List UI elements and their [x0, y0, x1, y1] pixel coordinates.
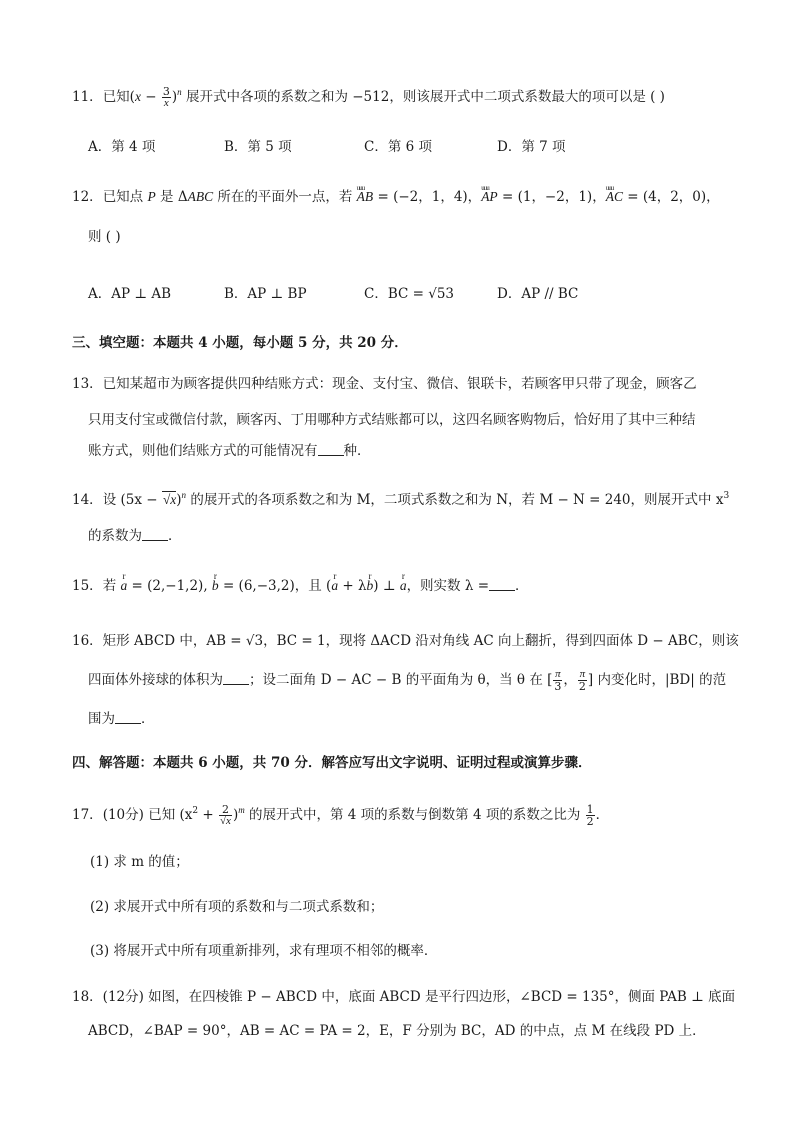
- q14-line2: 的系数为 ．: [88, 528, 182, 544]
- q17-stem: 17．(10分) 已知 ($x^2$ + $\frac{2}{√x}$ )$^m$ 的展开式中，第 4 项的系数与倒数第 4 项的系数之比为 $\frac{1}{2}$ ．: [72, 803, 610, 828]
- q11-option-a[interactable]: A．第 4 项: [88, 139, 156, 155]
- vector-a: r a: [120, 577, 127, 595]
- q18-line2: ABCD，∠BAP = 90°，AB = AC = PA = 2，E，F 分别为 BC，AD 的中点，点 M 在线段 PD 上．: [88, 1023, 706, 1039]
- q12-stem: 12．已知点 P 是 ΔABC 所在的平面外一点，若 uuu AB = (−2，1，4)，uuu AP = (1，−2，1)，uuu AC = (4，2，0)，: [72, 188, 720, 206]
- q18-line1: 18．(12分) 如图，在四棱锥 P − ABCD 中，底面 ABCD 是平行四边形，∠BCD = 135°，侧面 PAB ⊥ 底面: [72, 989, 736, 1005]
- q11-option-b[interactable]: B．第 5 项: [224, 139, 292, 155]
- q17-sub2: (2) 求展开式中所有项的系数和与二项式系数和；: [90, 899, 384, 915]
- q17-fraction: $\frac{2}{√x}$: [220, 803, 231, 827]
- q16-line3: 围为 ．: [88, 711, 155, 727]
- q17-sub3: (3) 将展开式中所有项重新排列，求有理项不相邻的概率．: [90, 943, 438, 959]
- q16-line1: 16．矩形 ABCD 中，AB = √3，BC = 1，现将 ΔACD 沿对角线 AC 向上翻折，得到四面体 D − ABC，则该: [72, 633, 739, 649]
- q12-option-d[interactable]: D．AP // BC: [497, 286, 579, 302]
- q12-option-c[interactable]: C．BC = √53: [364, 286, 455, 302]
- q13-line3: 账方式，则他们结账方式的可能情况有 种．: [88, 443, 371, 459]
- q11-option-c[interactable]: C．第 6 项: [364, 139, 433, 155]
- q16-line2: 四面体外接球的体积为 ；设二面角 D − AC − B 的平面角为 θ，当 θ 在 [ $\frac{\pi}{3}$ ， $\frac{\pi}{2}$ ] 内变化时，|BD| 的范: [88, 668, 727, 693]
- q12-line2: 则 ( ): [88, 229, 121, 245]
- q13-line1: 13．已知某超市为顾客提供四种结账方式：现金、支付宝、微信、银联卡，若顾客甲只带了现金，顾客乙: [72, 376, 697, 392]
- vector-ap: uuu AP: [481, 188, 498, 206]
- q15-blank[interactable]: [489, 578, 515, 591]
- vector-ac: uuu AC: [606, 188, 623, 206]
- q12-option-a[interactable]: A．AP ⊥ AB: [88, 286, 172, 302]
- q17-ratio: $\frac{1}{2}$: [586, 803, 594, 828]
- vector-ab: uuu AB: [357, 188, 374, 206]
- section-3-heading: 三、填空题：本题共 4 小题，每小题 5 分，共 20 分．: [72, 335, 408, 351]
- q11-fraction: $\frac{3}{x}$: [162, 85, 170, 109]
- q16-blank-2[interactable]: [115, 711, 141, 724]
- q13-line2: 只用支付宝或微信付款，顾客丙、丁用哪种方式结账都可以，这四名顾客购物后，恰好用了其中三种结: [88, 412, 696, 428]
- q15-stem: 15．若 r a = (2,−1,2), r b = (6,−3,2)，且 (r a + λr b) ⊥ r a，则实数 λ = ．: [72, 577, 529, 595]
- q11-stem: 11．已知(x − $\frac{3}{x}$ )$^n$ 展开式中各项的系数之和为 −512，则该展开式中二项式系数最大的项可以是 ( ): [72, 85, 665, 109]
- q14-line1: 14．设 $(5x - √x)^n$ 的展开式的各项系数之和为 M，二项式系数之和为 N，若 M − N = 240，则展开式中 $x^3$: [72, 490, 730, 508]
- q13-blank[interactable]: [318, 443, 344, 456]
- q12-option-b[interactable]: B．AP ⊥ BP: [224, 286, 307, 302]
- q14-blank[interactable]: [142, 528, 168, 541]
- section-4-heading: 四、解答题：本题共 6 小题，共 70 分．解答应写出文字说明、证明过程或演算步骤．: [72, 755, 592, 771]
- q11-option-d[interactable]: D．第 7 项: [497, 139, 566, 155]
- q16-blank-1[interactable]: [223, 672, 249, 685]
- vector-b: r b: [212, 577, 219, 595]
- q17-sub1: (1) 求 m 的值；: [90, 854, 189, 870]
